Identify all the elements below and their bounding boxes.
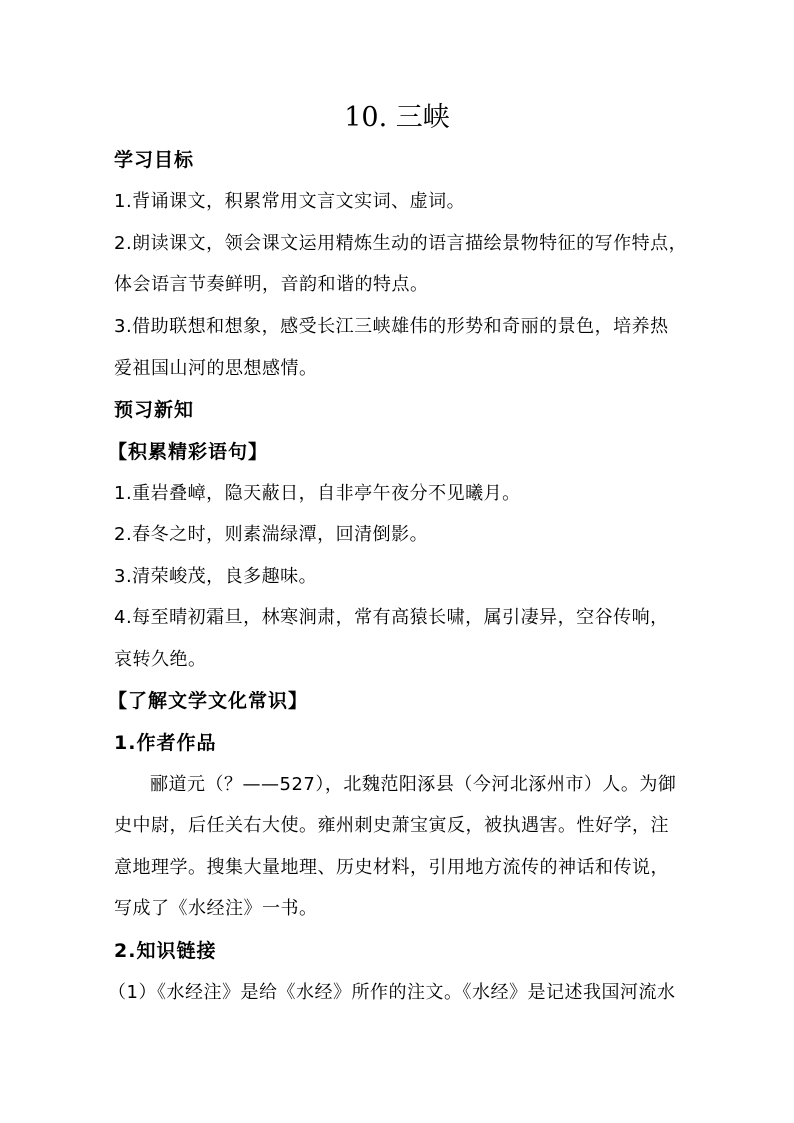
subheading-accumulate: 【积累精彩语句】 <box>108 441 269 463</box>
author-paragraph-line: 史中尉，后任关右大使。雍州刺史萧宝寅反，被执遇害。性好学，注 <box>114 815 669 836</box>
author-paragraph-line: 写成了《水经注》一书。 <box>114 898 318 919</box>
author-paragraph-line: 郦道元（？——527），北魏范阳涿县（今河北涿州市）人。为御 <box>150 774 677 795</box>
section-heading-preview: 预习新知 <box>114 399 195 421</box>
heading-author: 1.作者作品 <box>114 732 217 754</box>
sentence-line: 4.每至晴初霜旦，林寒涧肃，常有高猿长啸，属引凄异，空谷传响， <box>114 607 669 628</box>
goal-line: 1.背诵课文，积累常用文言文实词、虚词。 <box>114 191 466 212</box>
goal-line: 爱祖国山河的思想感情。 <box>114 358 318 379</box>
sentence-line: 3.清荣峻茂，良多趣味。 <box>114 566 318 587</box>
document-title: 10. 三峡 <box>344 102 450 133</box>
goal-line: 2.朗读课文，领会课文运用精炼生动的语言描绘景物特征的写作特点， <box>114 233 688 254</box>
link-paragraph-line: （1）《水经注》是给《水经》所作的注文。《水经》是记述我国河流水 <box>108 982 676 1003</box>
goal-line: 3.借助联想和想象，感受长江三峡雄伟的形势和奇丽的景色，培养热 <box>114 316 669 337</box>
heading-knowledge-link: 2.知识链接 <box>114 940 217 962</box>
subheading-culture: 【了解文学文化常识】 <box>108 690 309 712</box>
sentence-line: 哀转久绝。 <box>114 649 207 670</box>
goal-line: 体会语言节奏鲜明，音韵和谐的特点。 <box>114 274 429 295</box>
sentence-line: 2.春冬之时，则素湍绿潭，回清倒影。 <box>114 524 429 545</box>
section-heading-goals: 学习目标 <box>114 149 195 171</box>
sentence-line: 1.重岩叠嶂，隐天蔽日，自非亭午夜分不见曦月。 <box>114 483 521 504</box>
author-paragraph-line: 意地理学。搜集大量地理、历史材料，引用地方流传的神话和传说， <box>114 857 669 878</box>
